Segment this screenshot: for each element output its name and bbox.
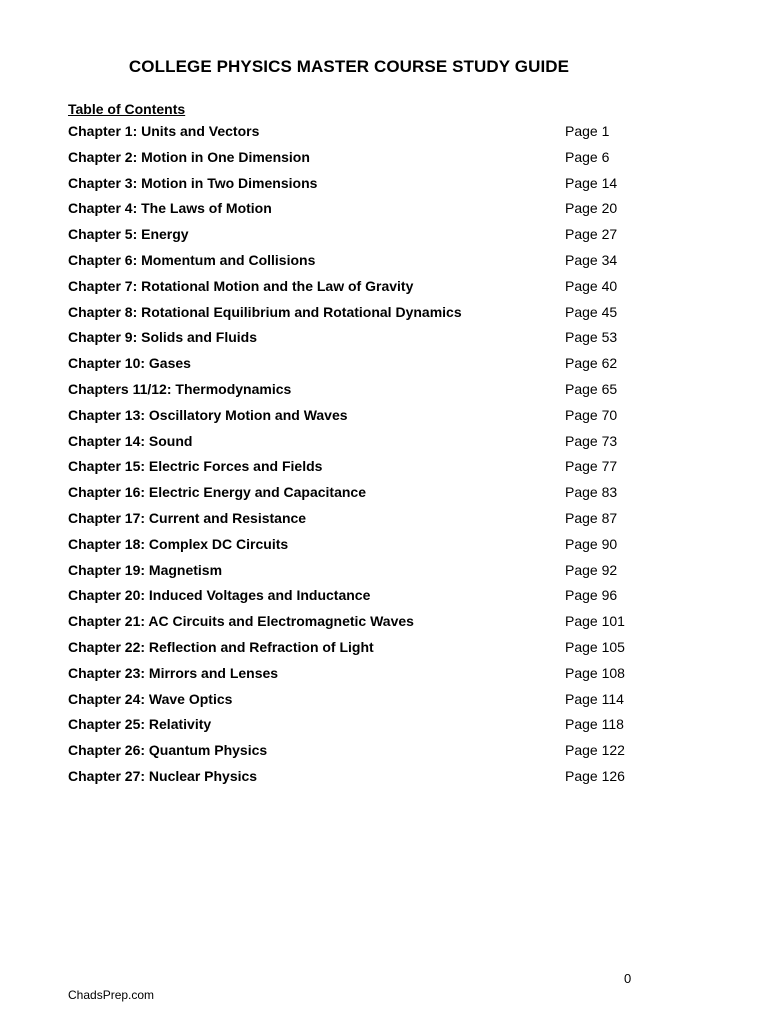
toc-chapter-title: Chapter 19: Magnetism [68, 561, 223, 578]
toc-page-number: Page 70 [565, 406, 618, 423]
toc-page-number: Page 92 [565, 561, 618, 578]
toc-page-number: Page 83 [565, 484, 618, 501]
toc-entry[interactable] [68, 404, 668, 430]
toc-page-number: Page 105 [565, 638, 625, 655]
table-of-contents [68, 120, 668, 791]
toc-heading: Table of Contents [68, 101, 186, 117]
footer-website: ChadsPrep.com [68, 988, 155, 1002]
toc-entry[interactable] [68, 120, 668, 146]
toc-entry[interactable] [68, 455, 668, 481]
toc-entry[interactable] [68, 378, 668, 404]
toc-entry[interactable] [68, 688, 668, 714]
toc-chapter-title: Chapter 16: Electric Energy and Capacitance [68, 484, 366, 501]
toc-entry[interactable] [68, 765, 668, 791]
toc-page-number: Page 90 [565, 535, 618, 552]
toc-entry[interactable] [68, 249, 668, 275]
toc-chapter-title: Chapter 14: Sound [68, 432, 193, 449]
toc-chapter-title: Chapter 20: Induced Voltages and Inductance [68, 587, 371, 604]
toc-chapter-title: Chapter 6: Momentum and Collisions [68, 251, 316, 268]
toc-entry[interactable] [68, 533, 668, 559]
toc-chapter-title: Chapter 17: Current and Resistance [68, 509, 307, 526]
toc-chapter-title: Chapter 21: AC Circuits and Electromagnetic Waves [68, 613, 414, 630]
toc-page-number: Page 73 [565, 432, 618, 449]
toc-page-number: Page 62 [565, 355, 618, 372]
toc-entry[interactable] [68, 352, 668, 378]
toc-entry[interactable] [68, 301, 668, 327]
toc-page-number: Page 87 [565, 509, 618, 526]
toc-entry[interactable] [68, 636, 668, 662]
toc-chapter-title: Chapter 23: Mirrors and Lenses [68, 664, 279, 681]
toc-chapter-title: Chapter 10: Gases [68, 355, 191, 372]
toc-page-number: Page 96 [565, 587, 618, 604]
toc-chapter-title: Chapter 9: Solids and Fluids [68, 329, 258, 346]
toc-page-number: Page 108 [565, 664, 625, 681]
toc-chapter-title: Chapter 27: Nuclear Physics [68, 767, 258, 784]
toc-page-number: Page 34 [565, 251, 618, 268]
toc-chapter-title: Chapter 15: Electric Forces and Fields [68, 458, 323, 475]
toc-chapter-title: Chapter 8: Rotational Equilibrium and Rotational Dynamics [68, 303, 462, 320]
toc-page-number: Page 65 [565, 380, 618, 397]
toc-chapter-title: Chapter 4: The Laws of Motion [68, 200, 272, 217]
toc-entry[interactable] [68, 559, 668, 585]
page-number: 0 [624, 971, 632, 986]
toc-page-number: Page 77 [565, 458, 618, 475]
toc-chapter-title: Chapter 5: Energy [68, 226, 189, 243]
page-title: COLLEGE PHYSICS MASTER COURSE STUDY GUIDE [128, 57, 570, 76]
toc-entry[interactable] [68, 223, 668, 249]
toc-entry[interactable] [68, 326, 668, 352]
toc-entry[interactable] [68, 146, 668, 172]
toc-page-number: Page 118 [565, 716, 624, 733]
toc-chapter-title: Chapters 11/12: Thermodynamics [68, 380, 292, 397]
toc-chapter-title: Chapter 7: Rotational Motion and the Law of Gravity [68, 277, 414, 294]
toc-page-number: Page 53 [565, 329, 618, 346]
toc-entry[interactable] [68, 172, 668, 198]
toc-entry[interactable] [68, 197, 668, 223]
toc-entry[interactable] [68, 430, 668, 456]
toc-chapter-title: Chapter 1: Units and Vectors [68, 123, 260, 139]
toc-chapter-title: Chapter 22: Reflection and Refraction of Light [68, 638, 374, 655]
toc-page-number: Page 40 [565, 277, 618, 294]
toc-entry[interactable] [68, 507, 668, 533]
toc-page-number: Page 114 [565, 690, 624, 707]
toc-entry[interactable] [68, 739, 668, 765]
toc-chapter-title: Chapter 25: Relativity [68, 716, 212, 733]
toc-chapter-title: Chapter 13: Oscillatory Motion and Waves [68, 406, 348, 423]
toc-chapter-title: Chapter 18: Complex DC Circuits [68, 535, 289, 552]
toc-page-number: Page 20 [565, 200, 618, 217]
toc-chapter-title: Chapter 24: Wave Optics [68, 690, 233, 707]
toc-entry[interactable] [68, 481, 668, 507]
toc-page-number: Page 126 [565, 767, 625, 784]
toc-page-number: Page 1 [565, 123, 610, 139]
toc-entry[interactable] [68, 275, 668, 301]
toc-chapter-title: Chapter 26: Quantum Physics [68, 742, 268, 759]
toc-chapter-title: Chapter 3: Motion in Two Dimensions [68, 174, 318, 191]
toc-entry[interactable] [68, 610, 668, 636]
toc-entry[interactable] [68, 713, 668, 739]
toc-page-number: Page 122 [565, 742, 625, 759]
toc-page-number: Page 6 [565, 148, 610, 165]
toc-entry[interactable] [68, 584, 668, 610]
toc-page-number: Page 27 [565, 226, 618, 243]
toc-chapter-title: Chapter 2: Motion in One Dimension [68, 148, 310, 165]
toc-entry[interactable] [68, 662, 668, 688]
toc-page-number: Page 45 [565, 303, 618, 320]
toc-page-number: Page 101 [565, 613, 625, 630]
toc-page-number: Page 14 [565, 174, 618, 191]
